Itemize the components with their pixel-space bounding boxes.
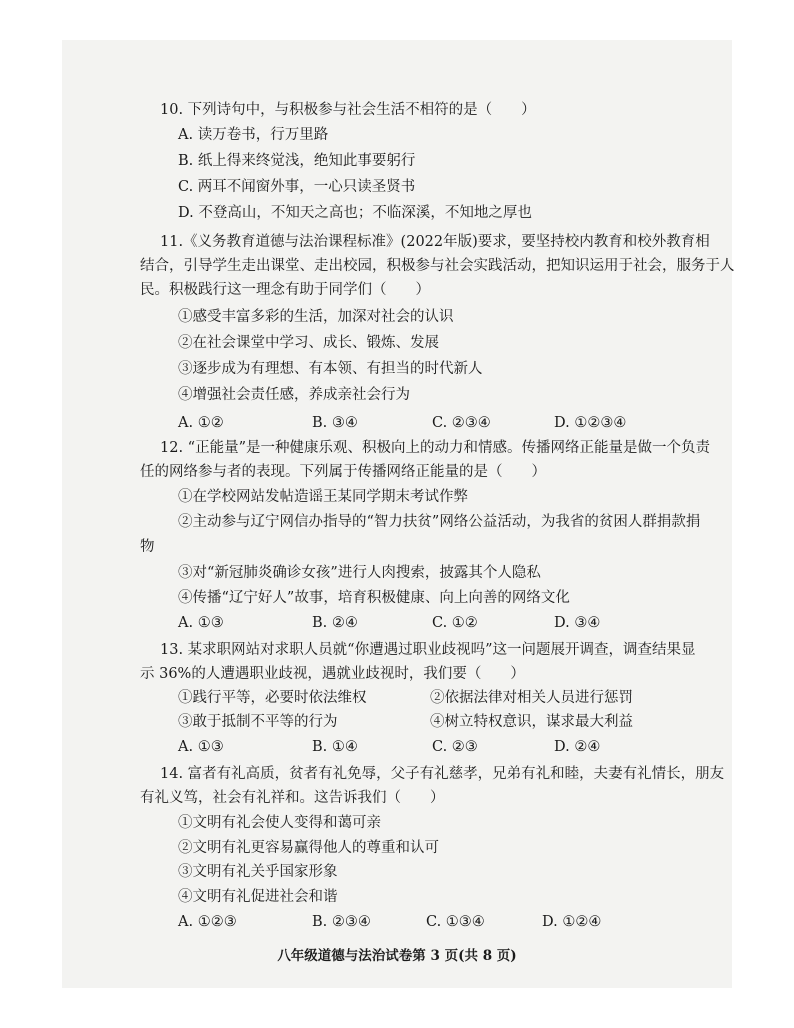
q10-option-b: B. 纸上得来终觉浅，绝知此事要躬行 (178, 153, 416, 169)
q12-statement-1: ①在学校网站发帖造谣王某同学期末考试作弊 (178, 489, 468, 505)
q14-stem-line1: 14. 富者有礼高质，贫者有礼免辱，父子有礼慈孝，兄弟有礼和睦，夫妻有礼情长，朋友 (160, 766, 725, 782)
q11-choice-b: B. ③④ (312, 415, 358, 431)
q13-statement-3: ③敢于抵制不平等的行为 (178, 714, 338, 730)
q13-stem-line2: 示 36%的人遭遇职业歧视，遇就业歧视时，我们要（ ） (140, 666, 525, 682)
q14-statement-3: ③文明有礼关乎国家形象 (178, 864, 338, 880)
q10-option-d: D. 不登高山，不知天之高也；不临深溪，不知地之厚也 (178, 205, 532, 221)
q14-choice-d: D. ①②④ (542, 914, 602, 930)
q11-choice-d: D. ①②③④ (554, 415, 627, 431)
q11-stem-line2: 结合，引导学生走出课堂、走出校园，积极参与社会实践活动，把知识运用于社会，服务于人 (140, 258, 735, 274)
q12-statement-2-cont: 物 (140, 539, 155, 555)
q11-choice-a: A. ①② (178, 415, 224, 431)
q11-choices (0, 413, 794, 433)
q12-stem-line1: 12. “正能量”是一种健康乐观、积极向上的动力和情感。传播网络正能量是做一个负责 (160, 440, 710, 456)
q13-statement-4: ④树立特权意识，谋求最大利益 (430, 714, 633, 730)
q13-choice-c: C. ②③ (432, 739, 478, 755)
q13-choice-d: D. ②④ (554, 739, 601, 755)
q14-stem-line2: 有礼义笃，社会有礼祥和。这告诉我们（ ） (140, 790, 445, 806)
q13-statement-1: ①践行平等，必要时依法维权 (178, 690, 367, 706)
q14-statement-1: ①文明有礼会使人变得和蔼可亲 (178, 815, 381, 831)
q13-choice-b: B. ①④ (312, 739, 358, 755)
q12-choices (0, 613, 794, 633)
q14-choice-c: C. ①③④ (426, 914, 485, 930)
q12-choice-a: A. ①③ (178, 615, 224, 631)
q10-stem: 10. 下列诗句中，与积极参与社会生活不相符的是（ ） (160, 102, 536, 118)
q13-choices (0, 737, 794, 757)
q13-statement-2: ②依据法律对相关人员进行惩罚 (430, 690, 633, 706)
q11-stem-line1: 11.《义务教育道德与法治课程标准》(2022年版)要求，要坚持校内教育和校外教育相 (160, 234, 710, 250)
q14-choice-a: A. ①②③ (178, 914, 237, 930)
q13-statements-row1 (0, 688, 794, 708)
q14-statement-2: ②文明有礼更容易赢得他人的尊重和认可 (178, 840, 439, 856)
q12-statement-4: ④传播“辽宁好人”故事，培育积极健康、向上向善的网络文化 (178, 590, 570, 606)
q11-statement-1: ①感受丰富多彩的生活，加深对社会的认识 (178, 309, 454, 325)
q11-statement-4: ④增强社会责任感，养成亲社会行为 (178, 387, 410, 403)
q12-statement-2: ②主动参与辽宁网信办指导的“智力扶贫”网络公益活动，为我省的贫困人群捐款捐 (178, 514, 701, 530)
q14-statement-4: ④文明有礼促进社会和谐 (178, 889, 338, 905)
q13-choice-a: A. ①③ (178, 739, 224, 755)
q11-stem-line3: 民。积极践行这一理念有助于同学们（ ） (140, 282, 430, 298)
q12-stem-line2: 任的网络参与者的表现。下列属于传播网络正能量的是（ ） (140, 464, 546, 480)
q11-statement-2: ②在社会课堂中学习、成长、锻炼、发展 (178, 335, 439, 351)
q11-statement-3: ③逐步成为有理想、有本领、有担当的时代新人 (178, 361, 483, 377)
q10-option-a: A. 读万卷书，行万里路 (178, 127, 329, 143)
page-footer: 八年级道德与法治试卷第 3 页(共 8 页) (277, 948, 517, 964)
q12-statement-3: ③对“新冠肺炎确诊女孩”进行人肉搜索，披露其个人隐私 (178, 565, 541, 581)
q13-stem-line1: 13. 某求职网站对求职人员就“你遭遇过职业歧视吗”这一问题展开调查，调查结果显 (160, 642, 696, 658)
q10-option-c: C. 两耳不闻窗外事，一心只读圣贤书 (178, 179, 416, 195)
q14-choices (0, 912, 794, 932)
q11-choice-c: C. ②③④ (432, 415, 491, 431)
q12-choice-d: D. ③④ (554, 615, 601, 631)
q13-statements-row2 (0, 712, 794, 732)
q12-choice-c: C. ①② (432, 615, 478, 631)
q14-choice-b: B. ②③④ (312, 914, 371, 930)
q12-choice-b: B. ②④ (312, 615, 358, 631)
